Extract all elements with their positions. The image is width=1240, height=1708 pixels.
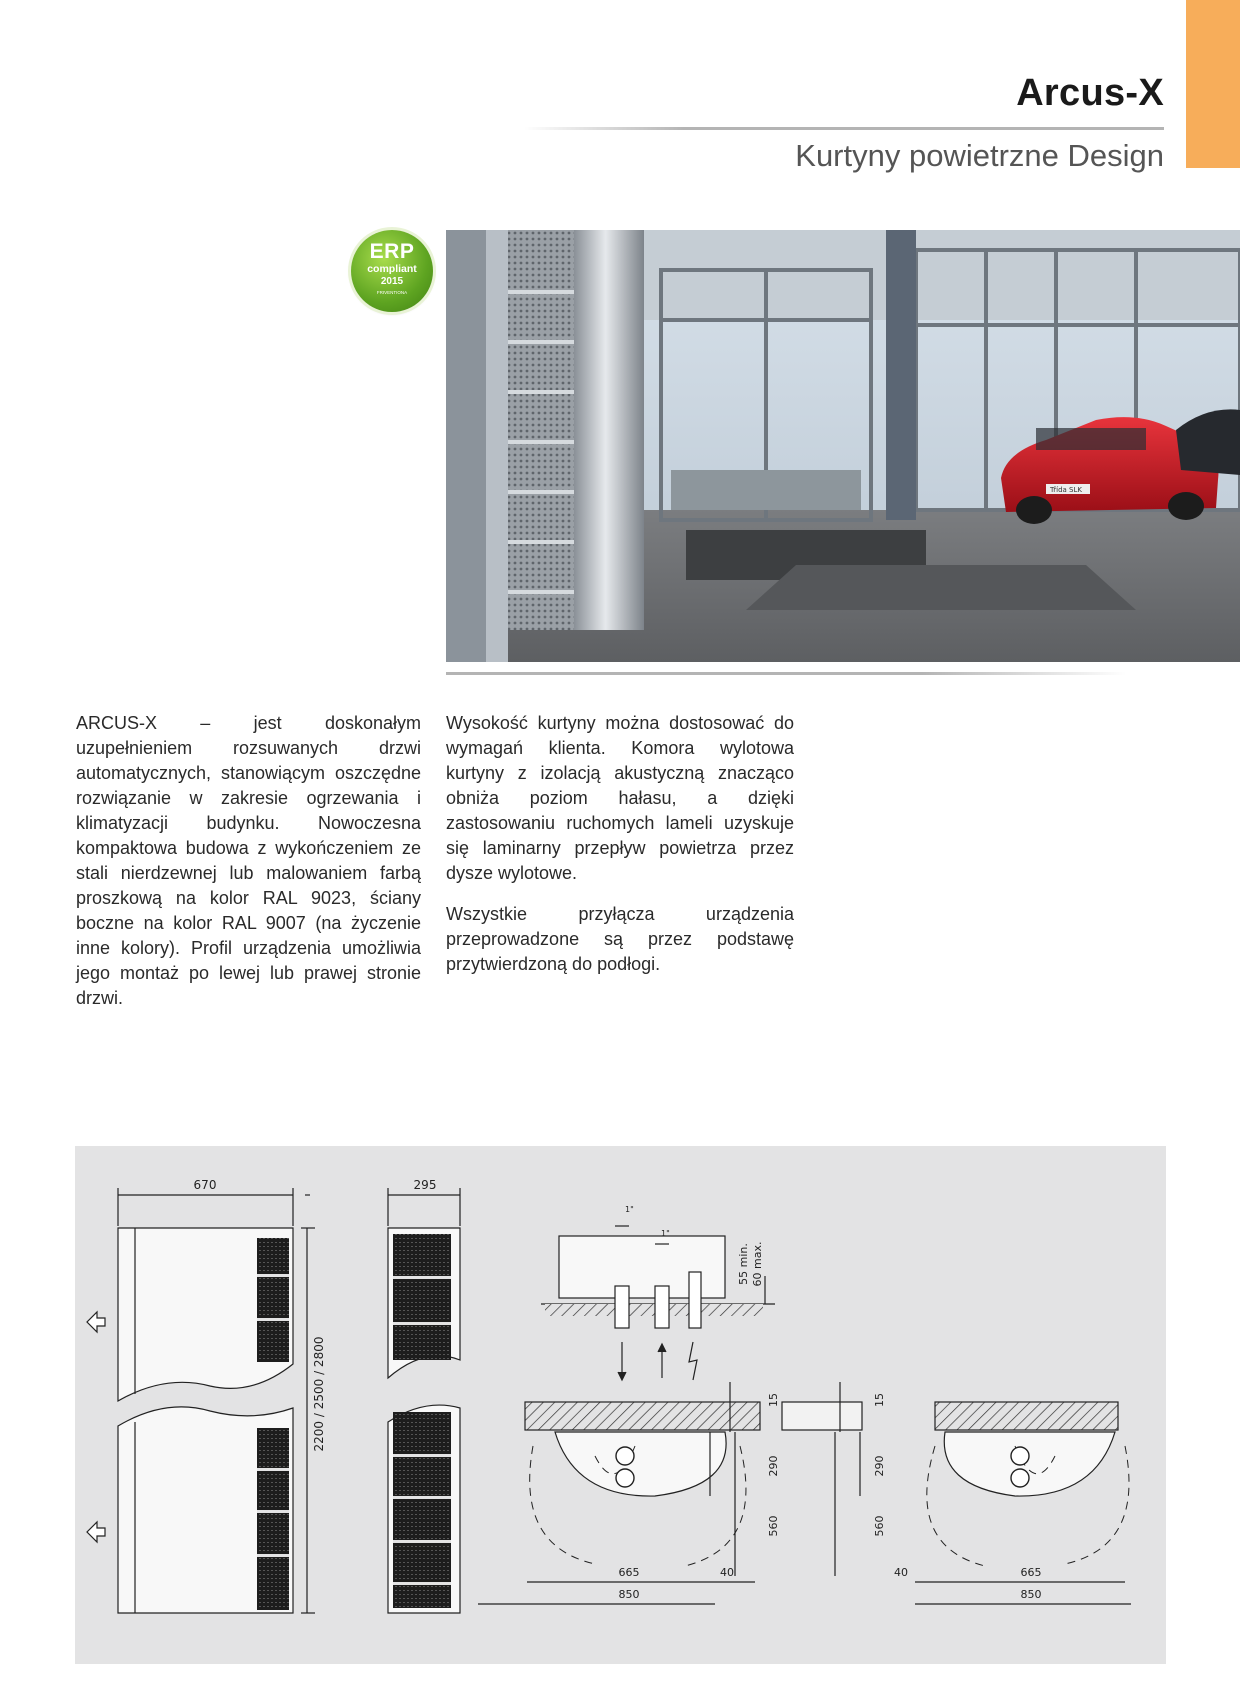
photo-divider: [446, 672, 1126, 675]
paragraph: ARCUS-X – jest doskonałym uzupełnieniem rozsuwanych drzwi automatycznych, stanowiącym oszczędne rozwiązanie w zakresie ogrzewania i klimatyzacji budynku. Nowoczesna kompaktowa budowa z wykończeniem ze stali nierdzewnej lub malowaniem farbą proszkową na kolor RAL 9023, ściany boczne na kolor RAL 9007 (na życzenie inne kolory). Profil urządzenia umożliwia jego montaż po lewej lub prawej stronie drzwi.: [76, 713, 421, 1008]
dim-clearance-right: 40: [894, 1566, 908, 1579]
text-column-left: [76, 711, 421, 1027]
dim-depth-left: 560: [767, 1515, 780, 1537]
dim-unit-width-left: 665: [618, 1566, 640, 1579]
technical-drawing-panel: [75, 1146, 1166, 1664]
dim-clearance-left: 40: [720, 1566, 734, 1579]
dim-side-width: 295: [413, 1178, 437, 1192]
dim-overall-width-right: 850: [1020, 1588, 1042, 1601]
badge-year-text: 2015: [380, 276, 404, 287]
dim-depth-right: 560: [873, 1515, 886, 1537]
title-divider: [524, 127, 1164, 130]
airflow-arrow-icon: [87, 1522, 105, 1542]
airflow-arrow-icon: [87, 1312, 105, 1332]
dim-overall-width-left: 850: [618, 1588, 640, 1601]
page-subtitle: Kurtyny powietrzne Design: [795, 138, 1164, 173]
photo-plate-text: Třída SLK: [1050, 486, 1082, 494]
dim-front-width: 670: [193, 1178, 217, 1192]
text-column-right: [446, 711, 794, 993]
dim-height-options: 2200 / 2500 / 2800: [312, 1336, 326, 1452]
paragraph: Wszystkie przyłącza urządzenia przeprowadzone są przez podstawę przytwierdzoną do podłogi.: [446, 904, 794, 974]
dim-unit-width-right: 665: [1020, 1566, 1042, 1579]
dim-base-depth-right: 290: [873, 1455, 886, 1477]
dim-base-depth-left: 290: [767, 1455, 780, 1477]
dim-base-min: 55 min.: [737, 1243, 750, 1285]
dim-pipe-gap-1: 1": [625, 1205, 634, 1214]
page-color-tab: [1186, 0, 1240, 168]
badge-erp-text: ERP: [369, 240, 415, 263]
erp-compliant-badge: [351, 230, 433, 312]
page-title: Arcus-X: [1016, 72, 1164, 114]
dim-floor-left: 15: [767, 1393, 780, 1407]
product-photo: [446, 230, 1240, 662]
dim-floor-right: 15: [873, 1393, 886, 1407]
technical-drawing: [75, 1146, 1166, 1664]
paragraph: Wysokość kurtyny można dostosować do wymagań klienta. Komora wylotowa kurtyny z izolacją akustyczną znacząco obniża poziom hałasu, a dzięki zastosowaniu ruchomych lameli uzyskuje się laminarny przepływ powietrza przez dysze wylotowe.: [446, 713, 794, 883]
badge-compliant-text: compliant: [367, 263, 417, 275]
dim-base-max: 60 max.: [751, 1241, 764, 1287]
dim-pipe-gap-2: 1": [661, 1229, 670, 1238]
badge-brand-text: FRIVENTIONA: [376, 290, 408, 295]
